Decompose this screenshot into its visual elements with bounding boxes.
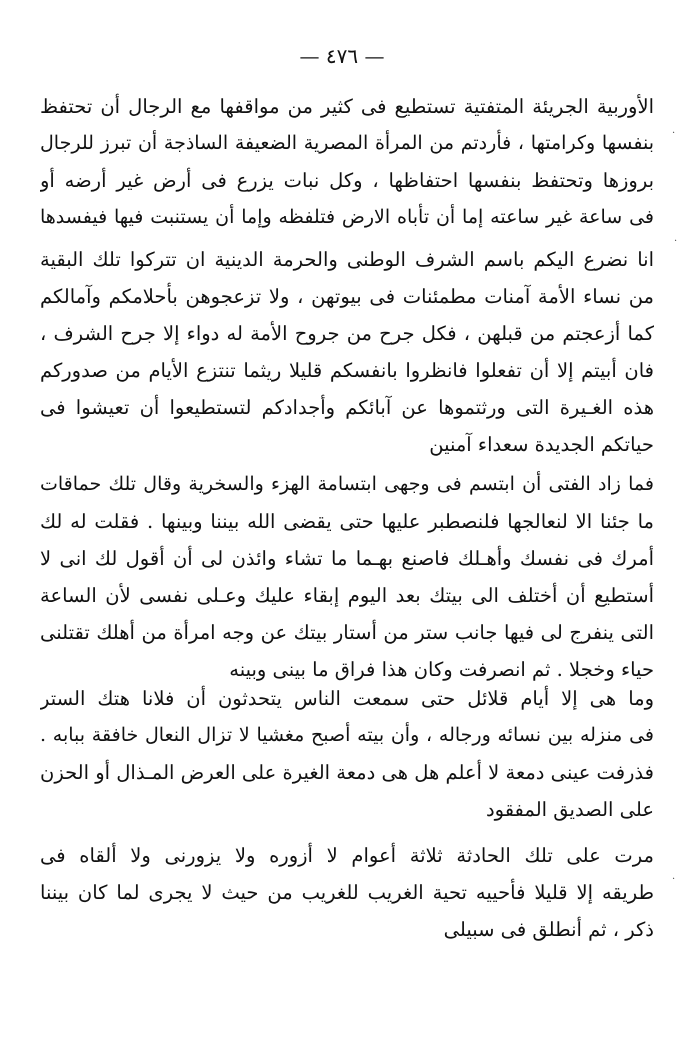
paragraph-2 [40, 241, 654, 463]
text-line: كما أزعجتم من قبلهن ، فكل جرح من جروح الأمة له دواء إلا جرح الشرف ، [40, 322, 654, 345]
text-line: على الصديق المفقود [485, 798, 654, 821]
text-line: مرت على تلك الحادثة ثلاثة أعوام لا أزوره ولا يزورنى ولا ألقاه فى [40, 844, 654, 867]
text-line: فى منزله بين نسائه ورجاله ، وأن بيته أصبح مغشيا لا تزال النعال خافقة ببابه . [40, 724, 654, 746]
text-line: بروزها وتحتفظ بنفسها احتفاظها ، وكل نبات يزرع فى أرض غير أرضه أو [40, 169, 654, 192]
text-line: فذرفت عينى دمعة لا أعلم هل هى دمعة الغيرة على العرض المـذال أو الحزن [40, 761, 654, 784]
text-line: طريقه إلا قليلا فأحييه تحية الغريب للغريب من حيث لا يجرى لما كان بيننا [40, 881, 654, 904]
text-line: هذه الغـيرة التى ورثتموها عن آبائكم وأجدادكم لتستطيعوا أن تعيشوا فى [40, 396, 654, 419]
text-line: فان أبيتم إلا أن تفعلوا فانظروا بانفسكم قليلا ريثما تنتزع الأيام من صدوركم [40, 359, 654, 382]
text-line: التى ينفرج لى فيها جانب ستر من أستار بيتك عن وجه امرأة من أهلك تقتلنى [40, 621, 654, 644]
text-line: انا نضرع اليكم باسم الشرف الوطنى والحرمة الدينية ان تتركوا تلك البقية [40, 248, 654, 271]
text-line: ما جئنا الا لنعالجها فلنصطبر عليها حتى يقضى الله بيننا وبينها . فقلت له لك [40, 510, 654, 533]
text-line: وما هى إلا أيام قلائل حتى سمعت الناس يتحدثون أن فلانا هتك الستر [40, 687, 654, 710]
text-line: فما زاد الفتى أن ابتسم فى وجهى ابتسامة الهزء والسخرية وقال تلك حماقات [40, 473, 654, 495]
text-line: حياتكم الجديدة سعداء آمنين [429, 433, 654, 456]
text-line: من نساء الأمة آمنات مطمئنات فى بيوتهن ، ولا تزعجوهن بأحلامكم وآمالكم [40, 285, 654, 308]
paragraph-4 [40, 680, 654, 828]
paragraph-5 [40, 837, 654, 948]
paragraph-1 [40, 88, 654, 236]
text-line: بنفسها وكرامتها ، فأردتم من المرأة المصرية الضعيفة الساذجة أن تبرز للرجال [40, 132, 654, 154]
scan-speck: · [672, 128, 676, 139]
text-line: أمرك فى نفسك وأهـلك فاصنع بهـما ما تشاء وائذن لى أن أقول لك انى لا [40, 547, 654, 570]
paragraph-3 [40, 466, 654, 688]
text-line: فى ساعة غير ساعته إما أن تأباه الارض فتلفظه وإما أن يستنبت فيها فيفسدها [40, 206, 654, 228]
text-line: الأوربية الجريئة المتفتية تستطيع فى كثير من مواقفها مع الرجال أن تحتفظ [40, 95, 654, 118]
scan-speck: · [674, 236, 678, 247]
text-line: أستطيع أن أختلف الى بيتك بعد اليوم إبقاء عليك وعـلى نفسى لأن الساعة [40, 584, 654, 607]
text-line: ذكر ، ثم أنطلق فى سبيلى [443, 918, 654, 941]
text-line: حياء وخجلا . ثم انصرفت وكان هذا فراق ما بينى وبينه [229, 658, 654, 681]
scan-speck: · [672, 874, 676, 885]
page-number: — ٤٧٦ — [299, 44, 385, 68]
